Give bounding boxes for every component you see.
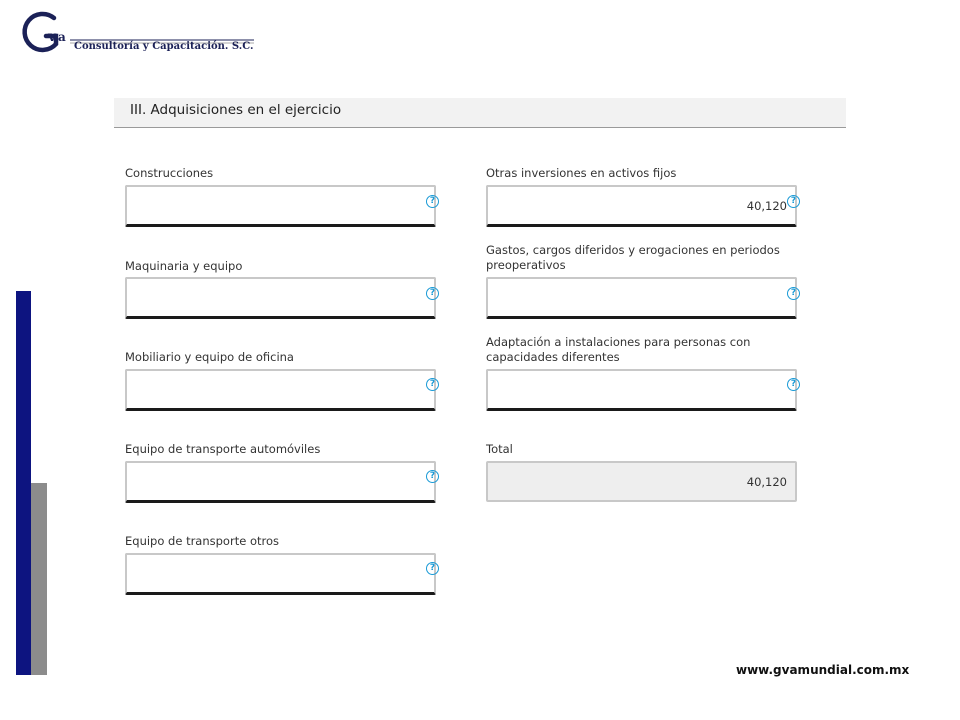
field-label: Mobiliario y equipo de oficina — [125, 350, 294, 364]
help-icon[interactable]: ? — [426, 287, 439, 300]
field-label: Otras inversiones en activos fijos — [486, 166, 677, 180]
transporte-automoviles-input[interactable] — [125, 461, 436, 503]
field-label: Gastos, cargos diferidos y erogaciones en periodos preoperativos — [486, 243, 780, 272]
side-bar-navy — [16, 291, 31, 675]
transporte-otros-input[interactable] — [125, 553, 436, 595]
section-header — [114, 98, 846, 128]
field-label: Construcciones — [125, 166, 214, 180]
field-label: Equipo de transporte otros — [125, 534, 279, 548]
website-link[interactable]: www.gvamundial.com.mx — [736, 663, 910, 677]
field-label: Total — [486, 442, 513, 456]
gastos-diferidos-input[interactable] — [486, 277, 797, 319]
total-input — [486, 461, 797, 502]
field-label: Adaptación a instalaciones para personas con capacidades diferentes — [486, 335, 751, 364]
svg-text:a: a — [58, 30, 66, 44]
mobiliario-input[interactable] — [125, 369, 436, 411]
field-label: Equipo de transporte automóviles — [125, 442, 321, 456]
section-title: III. Adquisiciones en el ejercicio — [130, 102, 342, 118]
side-bar-gray — [31, 483, 47, 675]
help-icon[interactable]: ? — [787, 195, 800, 208]
help-icon[interactable]: ? — [787, 378, 800, 391]
construcciones-input[interactable] — [125, 185, 436, 227]
svg-text:v: v — [48, 29, 57, 45]
field-label: Maquinaria y equipo — [125, 259, 243, 273]
company-logo — [20, 10, 256, 58]
help-icon[interactable]: ? — [426, 195, 439, 208]
adaptacion-instalaciones-input[interactable] — [486, 369, 797, 411]
maquinaria-input[interactable] — [125, 277, 436, 319]
help-icon[interactable]: ? — [426, 562, 439, 575]
otras-inversiones-input[interactable] — [486, 185, 797, 227]
help-icon[interactable]: ? — [426, 470, 439, 483]
help-icon[interactable]: ? — [787, 287, 800, 300]
company-name: Consultoría y Capacitación. S.C. — [74, 41, 254, 52]
help-icon[interactable]: ? — [426, 378, 439, 391]
